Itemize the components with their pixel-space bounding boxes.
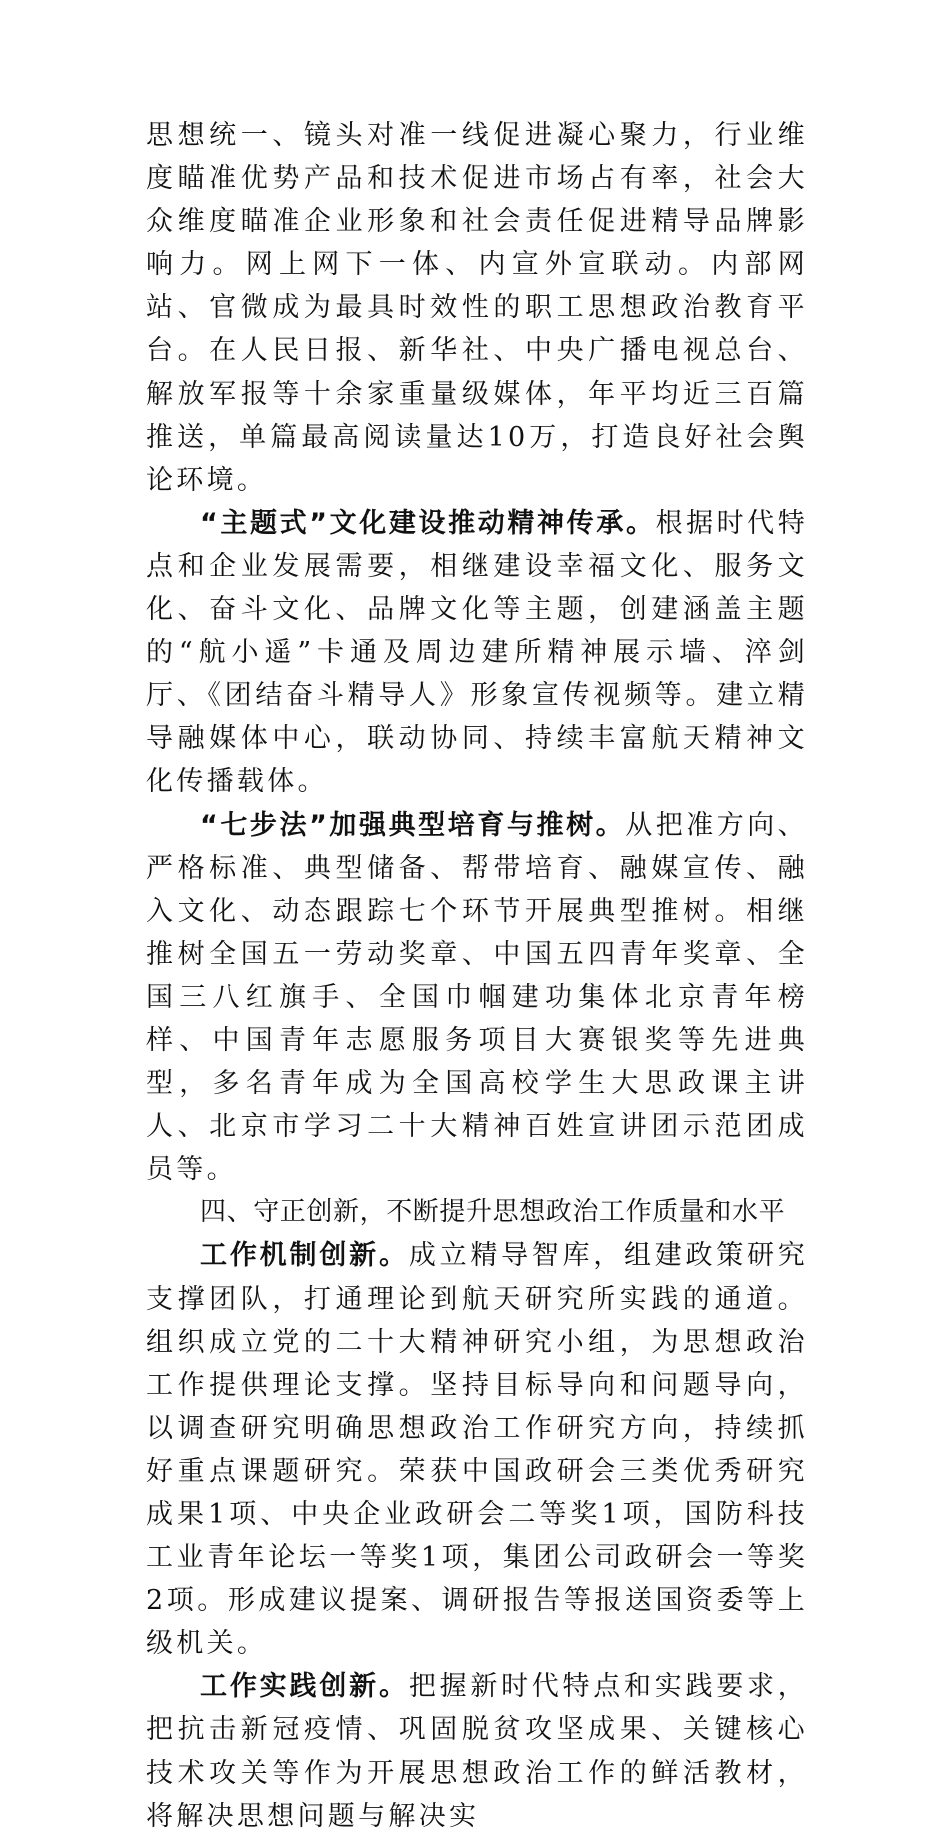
document-body	[146, 114, 808, 1838]
paragraph-lead: 工作实践创新。	[200, 1671, 409, 1703]
paragraph-lead: “七步法”加强典型培育与推树。	[200, 809, 626, 841]
paragraph-practice-innovation	[146, 1665, 808, 1837]
paragraph-body: 成立精导智库，组建政策研究支撑团队，打通理论到航天研究所实践的通道。组织成立党的二十大精神研究小组，为思想政治工作提供理论支撑。坚持目标导向和问题导向，以调查研究明确思想政治工作研究方向，持续抓好重点课题研究。荣获中国政研会三类优秀研究成果1项、中央企业政研会二等奖1项，国防科技工业青年论坛一等奖1项，集团公司政研会一等奖2项。形成建议提案、调研报告等报送国资委等上级机关。	[146, 1240, 808, 1660]
paragraph-continued	[146, 114, 808, 502]
paragraph-body: 从把准方向、严格标准、典型储备、帮带培育、融媒宣传、融入文化、动态跟踪七个环节开展典型推树。相继推树全国五一劳动奖章、中国五四青年奖章、全国三八红旗手、全国巾帼建功集体北京青年榜样、中国青年志愿服务项目大赛银奖等先进典型，多名青年成为全国高校学生大思政课主讲人、北京市学习二十大精神百姓宣讲团示范团成员等。	[146, 809, 808, 1186]
paragraph-theme-culture	[146, 502, 808, 804]
section-heading: 四、守正创新，不断提升思想政治工作质量和水平	[200, 1197, 786, 1228]
paragraph-seven-steps	[146, 804, 808, 1192]
paragraph-body: 根据时代特点和企业发展需要，相继建设幸福文化、服务文化、奋斗文化、品牌文化等主题，创建涵盖主题的“航小遥”卡通及周边建所精神展示墙、淬剑厅、《团结奋斗精导人》形象宣传视频等。建立精导融媒体中心，联动协同、持续丰富航天精神文化传播载体。	[146, 507, 808, 798]
paragraph-lead: 工作机制创新。	[200, 1240, 409, 1272]
paragraph-body: 把握新时代特点和实践要求，把抗击新冠疫情、巩固脱贫攻坚成果、关键核心技术攻关等作为开展思想政治工作的鲜活教材，将解决思想问题与解决实	[146, 1671, 808, 1832]
paragraph-mechanism-innovation	[146, 1234, 808, 1665]
paragraph-lead: “主题式”文化建设推动精神传承。	[200, 507, 656, 539]
paragraph-body: 思想统一、镜头对准一线促进凝心聚力，行业维度瞄准优势产品和技术促进市场占有率，社会大众维度瞄准企业形象和社会责任促进精导品牌影响力。网上网下一体、内宣外宣联动。内部网站、官微成为最具时效性的职工思想政治教育平台。在人民日报、新华社、中央广播电视总台、解放军报等十余家重量级媒体，年平均近三百篇推送，单篇最高阅读量达10万，打造良好社会舆论环境。	[146, 120, 808, 496]
